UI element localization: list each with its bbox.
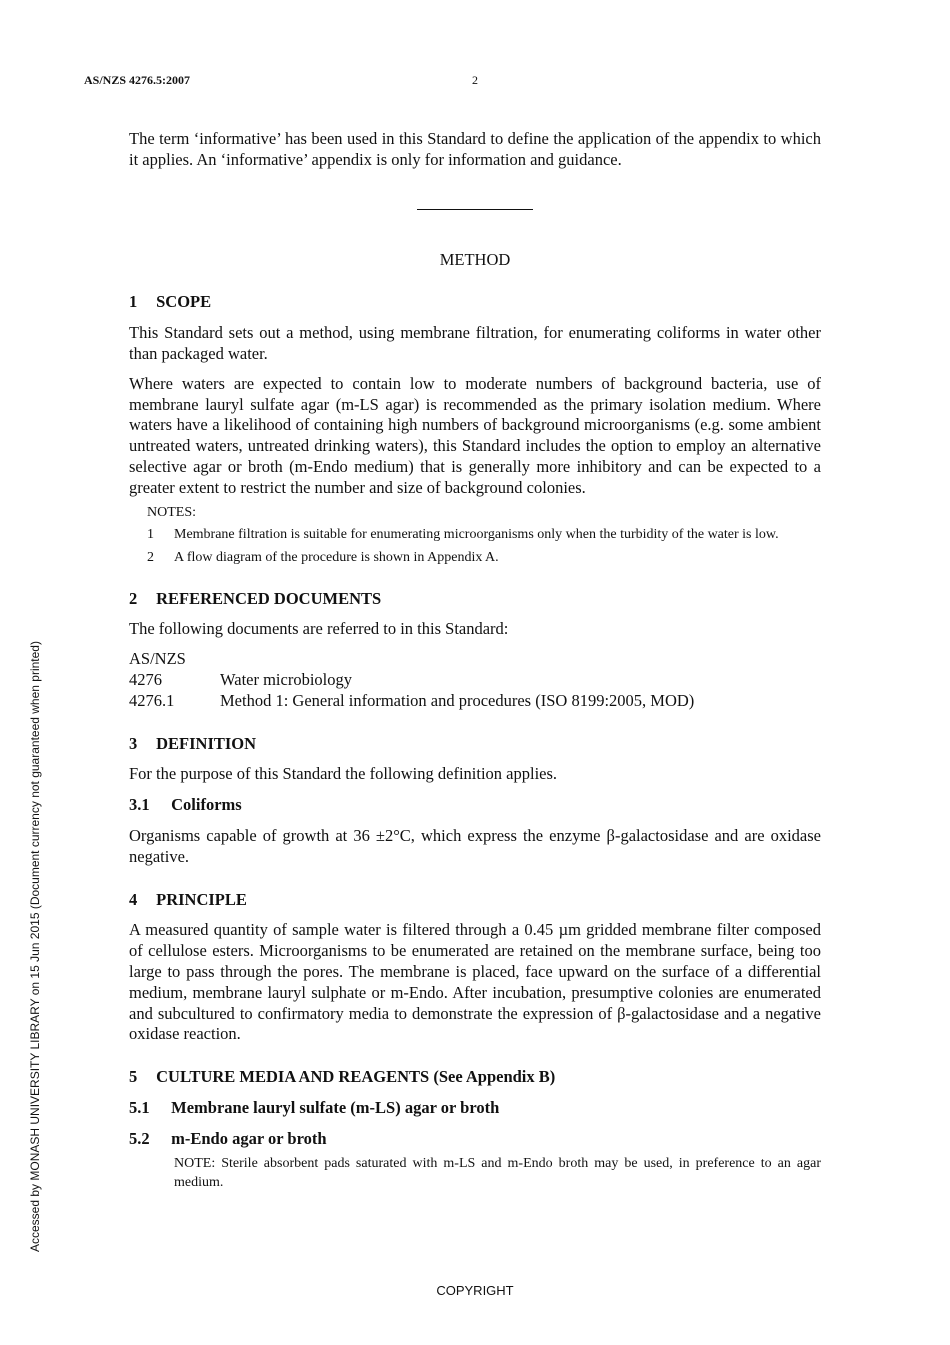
subsection-number: 5.1 [129,1097,150,1117]
method-title: METHOD [439,249,511,269]
section-number: 1 [129,292,138,312]
scope-paragraph-1: This Standard sets out a method, using membrane filtration, for enumerating coliforms in water other than packaged water. [129,323,821,363]
subsection-heading-coliforms [129,795,821,816]
copyright-footer: COPYRIGHT [436,1283,514,1298]
section-heading-scope [129,292,821,313]
note-number: 2 [147,549,154,565]
section-heading-referenced-documents [129,589,821,610]
section-heading-culture-media [129,1067,821,1088]
running-header-standard-id: AS/NZS 4276.5:2007 [84,73,191,87]
access-watermark: Accessed by MONASH UNIVERSITY LIBRARY on 15 Jun 2015 (Document currency not guaranteed when printed) [28,641,42,1252]
subsection-number: 3.1 [129,795,150,815]
media-note: NOTE: Sterile absorbent pads saturated with m-LS and m-Endo broth may be used, in preference to an agar medium. [174,1155,821,1190]
section-title: PRINCIPLE [156,889,247,909]
section-number: 5 [129,1067,138,1087]
scope-notes [147,503,821,567]
reference-group: AS/NZS [129,649,186,669]
definition-intro: For the purpose of this Standard the following definition applies. [129,764,558,784]
reference-list [129,649,821,711]
note-text: A flow diagram of the procedure is shown in Appendix A. [174,549,499,565]
subsection-number: 5.2 [129,1128,150,1148]
note-item [147,548,821,567]
section-title: REFERENCED DOCUMENTS [156,588,382,608]
principle-paragraph: A measured quantity of sample water is filtered through a 0.45 µm gridded membrane filter composed of cellulose esters. Microorganisms to be enumerated are retained on the membrane surface, being too large to pass through the pores. The membrane is placed, face upward on the surface of a differential medium, membrane lauryl sulphate or m-Endo. After incubation, presumptive colonies are enumerated and subcultured to confirmatory media to demonstrate the expression of β-galactosidase and a negative oxidase reaction. [129,920,821,1044]
reference-row [129,670,821,691]
coliforms-definition: Organisms capable of growth at 36 ±2°C, which express the enzyme β-galactosidase and are oxidase negative. [129,825,821,866]
section-heading-principle [129,890,821,911]
reference-title: Method 1: General information and procedures (ISO 8199:2005, MOD) [220,690,695,710]
section-number: 4 [129,889,138,909]
page-number: 2 [472,73,478,87]
subsection-title: Membrane lauryl sulfate (m-LS) agar or broth [171,1097,500,1117]
section-number: 2 [129,588,138,608]
subsection-title: Coliforms [171,795,242,815]
reference-code: 4276 [129,669,162,689]
section-divider [417,209,533,210]
section-number: 3 [129,733,138,753]
note-item [147,525,821,544]
section-heading-definition [129,734,821,755]
reference-row [129,691,821,712]
subsection-heading-m-endo [129,1129,821,1150]
subsection-title: m-Endo agar or broth [171,1128,327,1148]
section-title: DEFINITION [156,733,257,753]
note-text: Membrane filtration is suitable for enumerating microorganisms only when the turbidity of the water is low. [174,526,779,542]
note-number: 1 [147,526,154,542]
reference-title: Water microbiology [220,669,353,689]
section-title: SCOPE [156,292,212,312]
subsection-heading-m-ls [129,1098,821,1119]
refs-intro: The following documents are referred to in this Standard: [129,619,509,639]
intro-paragraph: The term ‘informative’ has been used in this Standard to define the application of the appendix to which it applies. An ‘informative’ appendix is only for information and guidance. [129,129,821,169]
reference-code: 4276.1 [129,690,175,710]
scope-paragraph-2: Where waters are expected to contain low to moderate numbers of background bacteria, use of membrane lauryl sulfate agar (m-LS agar) is recommended as the primary isolation medium. Where waters have a likelihood of containing high numbers of background microorganisms (e.g. some ambient untreated waters, untreated drinking waters), this Standard includes the option to employ an alternative selective agar or broth (m-Endo medium) that is generally more inhibitory and can be expected to a greater extent to restrict the number and size of background colonies. [129,373,821,497]
section-title: CULTURE MEDIA AND REAGENTS (See Appendix B) [156,1067,556,1087]
notes-label: NOTES: [147,504,196,520]
document-body [129,129,821,1192]
